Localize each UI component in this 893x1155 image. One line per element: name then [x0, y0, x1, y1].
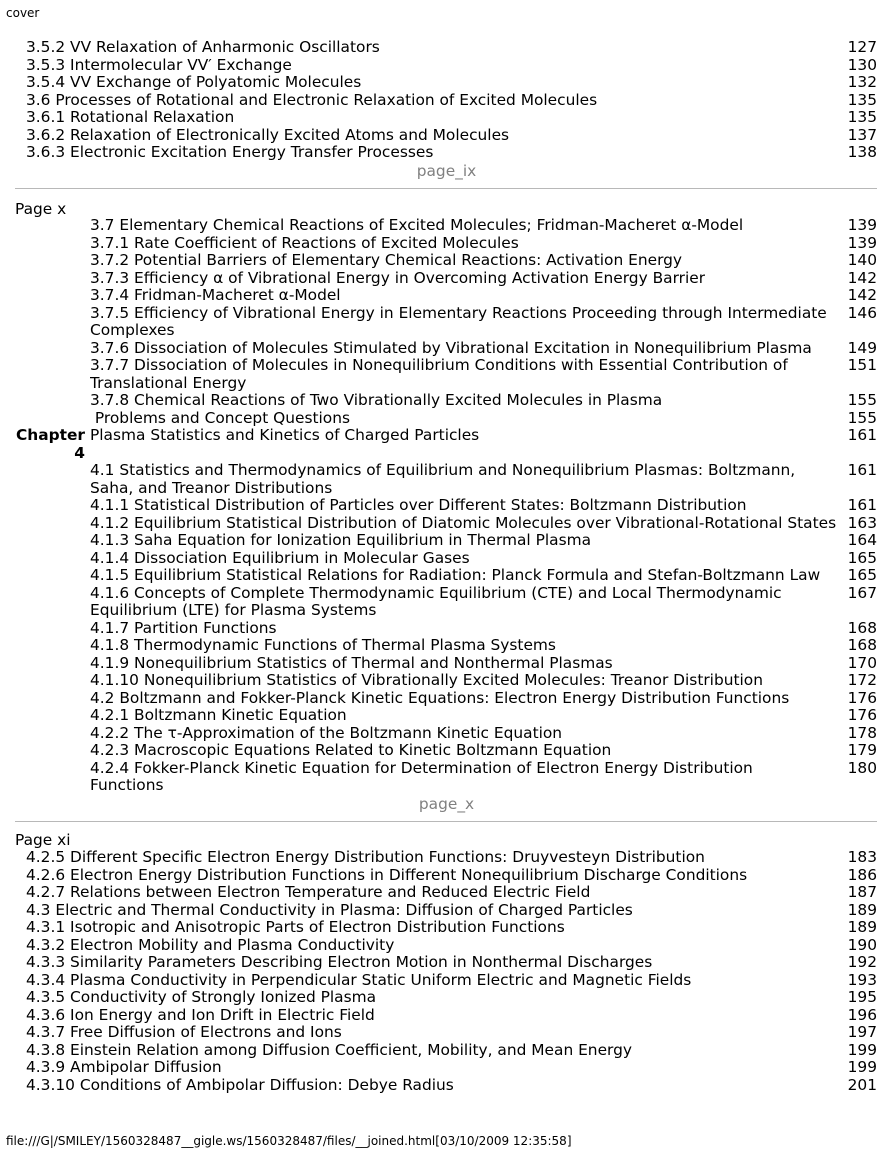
toc-entry-title: 3.7.7 Dissociation of Molecules in Nonequilibrium Conditions with Essential Contribution of Translational Energy	[90, 357, 788, 392]
toc-entry[interactable]	[26, 1007, 877, 1025]
toc-entry-page: 189	[847, 900, 877, 919]
toc-entry[interactable]	[90, 392, 877, 410]
toc-entry[interactable]	[90, 760, 877, 795]
toc-entry-page: 195	[847, 988, 877, 1006]
toc-entry[interactable]	[26, 867, 877, 885]
toc-entry-page: 140	[847, 251, 877, 269]
toc-entry-page: 187	[847, 883, 877, 901]
toc-entry-title: 3.6.1 Rotational Relaxation	[26, 109, 235, 126]
toc-page-ix	[0, 39, 893, 180]
toc-entry[interactable]	[90, 655, 877, 673]
toc-entry-title: Problems and Concept Questions	[90, 409, 350, 427]
toc-entry-title: 3.7.8 Chemical Reactions of Two Vibrationally Excited Molecules in Plasma	[90, 392, 663, 409]
toc-list-x	[90, 217, 877, 427]
toc-entry-page: 168	[847, 636, 877, 654]
toc-entry-title: 3.7 Elementary Chemical Reactions of Excited Molecules; Fridman-Macheret α-Model	[90, 217, 744, 234]
toc-entry[interactable]	[90, 235, 877, 253]
toc-entry[interactable]	[90, 620, 877, 638]
toc-entry-title: 4.3.1 Isotropic and Anisotropic Parts of Electron Distribution Functions	[26, 919, 565, 936]
toc-entry[interactable]	[90, 462, 877, 497]
toc-entry[interactable]	[26, 109, 877, 127]
toc-entry-page: 189	[847, 918, 877, 936]
toc-entry-title: 3.6.3 Electronic Excitation Energy Transfer Processes	[26, 144, 434, 161]
toc-entry[interactable]	[26, 57, 877, 75]
toc-entry-title: 3.5.4 VV Exchange of Polyatomic Molecules	[26, 74, 362, 91]
toc-entry[interactable]	[26, 1042, 877, 1060]
toc-entry-page: 135	[847, 90, 877, 109]
chapter-heading[interactable]	[15, 426, 877, 462]
toc-entry-page: 199	[847, 1040, 877, 1059]
toc-entry-page: 161	[847, 461, 877, 479]
toc-entry[interactable]	[90, 585, 877, 620]
toc-entry-page: 155	[847, 408, 877, 427]
toc-entry[interactable]	[26, 972, 877, 990]
toc-entry[interactable]	[90, 725, 877, 743]
toc-entry[interactable]	[26, 144, 877, 162]
toc-entry-title: 4.1.10 Nonequilibrium Statistics of Vibrationally Excited Molecules: Treanor Distribution	[90, 672, 763, 689]
toc-entry-title: 4.3.6 Ion Energy and Ion Drift in Electric Field	[26, 1006, 375, 1024]
toc-entry[interactable]	[90, 217, 877, 235]
toc-list-ix	[26, 39, 877, 162]
toc-entry-page: 142	[847, 268, 877, 287]
toc-entry-page: 176	[847, 688, 877, 707]
toc-entry[interactable]	[90, 567, 877, 585]
page-divider	[15, 821, 877, 822]
page-marker-x: page_x	[418, 795, 475, 813]
toc-entry-page: 186	[847, 865, 877, 884]
toc-entry[interactable]	[90, 410, 877, 428]
toc-entry-title: 4.3.4 Plasma Conductivity in Perpendicular Static Uniform Electric and Magnetic Fields	[26, 971, 692, 989]
toc-entry-title: 4.1.4 Dissociation Equilibrium in Molecular Gases	[90, 549, 470, 567]
toc-entry[interactable]	[26, 39, 877, 57]
toc-entry-page: 192	[847, 953, 877, 971]
toc-entry-title: 4.1.8 Thermodynamic Functions of Thermal Plasma Systems	[90, 637, 556, 654]
toc-entry-title: 3.6 Processes of Rotational and Electronic Relaxation of Excited Molecules	[26, 91, 598, 109]
page-label-xi: Page xi	[15, 831, 71, 849]
toc-entry-page: 127	[847, 38, 877, 56]
toc-entry-page: 149	[847, 338, 877, 357]
chapter-row	[90, 427, 877, 445]
toc-entry-title: 4.2.7 Relations between Electron Temperature and Reduced Electric Field	[26, 884, 591, 901]
toc-entry-page: 168	[847, 618, 877, 637]
toc-entry-title: 4.1.9 Nonequilibrium Statistics of Thermal and Nonthermal Plasmas	[90, 654, 613, 672]
page-marker-x-wrap	[0, 795, 893, 813]
toc-entry-title: 3.7.4 Fridman-Macheret α-Model	[90, 287, 341, 304]
toc-entry-title: 3.5.2 VV Relaxation of Anharmonic Oscillators	[26, 39, 380, 56]
toc-entry[interactable]	[90, 672, 877, 690]
toc-list-x2	[90, 462, 877, 795]
toc-entry-page: 183	[847, 848, 877, 866]
toc-entry-page: 178	[847, 723, 877, 742]
toc-entry[interactable]	[90, 497, 877, 515]
toc-entry-page: 165	[847, 566, 877, 584]
toc-page-xi	[0, 849, 893, 1094]
toc-entry[interactable]	[26, 127, 877, 145]
toc-entry-page: 167	[847, 583, 877, 602]
toc-entry-page: 142	[847, 286, 877, 304]
toc-list-xi	[26, 849, 877, 1094]
toc-entry-title: 4.1 Statistics and Thermodynamics of Equilibrium and Nonequilibrium Plasmas: Boltzmann, Saha, and Treanor Distributions	[90, 462, 796, 497]
toc-entry-title: 3.5.3 Intermolecular VV′ Exchange	[26, 56, 292, 74]
toc-entry[interactable]	[90, 340, 877, 358]
page-label-x: Page x	[15, 200, 67, 218]
toc-entry[interactable]	[90, 305, 877, 340]
toc-entry-title: 4.2.5 Different Specific Electron Energy Distribution Functions: Druyvesteyn Distribution	[26, 849, 705, 866]
toc-entry[interactable]	[90, 637, 877, 655]
toc-entry[interactable]	[26, 954, 877, 972]
toc-entry-page: 197	[847, 1023, 877, 1041]
toc-entry-page: 132	[847, 73, 877, 91]
toc-entry-page: 164	[847, 531, 877, 549]
toc-entry-title: 4.2.2 The τ-Approximation of the Boltzmann Kinetic Equation	[90, 724, 563, 742]
toc-entry-title: 3.7.2 Potential Barriers of Elementary Chemical Reactions: Activation Energy	[90, 252, 682, 269]
toc-entry-title: 4.1.3 Saha Equation for Ionization Equilibrium in Thermal Plasma	[90, 532, 592, 549]
toc-entry-title: 4.1.2 Equilibrium Statistical Distribution of Diatomic Molecules over Vibrational-Rotational States	[90, 514, 837, 532]
toc-entry[interactable]	[26, 1059, 877, 1077]
toc-entry-page: 146	[847, 303, 877, 322]
toc-entry[interactable]	[26, 1024, 877, 1042]
cover-label: cover	[6, 6, 40, 20]
toc-entry[interactable]	[90, 515, 877, 533]
toc-entry-title: 4.3 Electric and Thermal Conductivity in Plasma: Diffusion of Charged Particles	[26, 901, 633, 919]
toc-entry-page: 196	[847, 1005, 877, 1024]
toc-entry-page: 190	[847, 935, 877, 954]
toc-entry-page: 201	[847, 1075, 877, 1094]
toc-entry[interactable]	[90, 550, 877, 568]
toc-entry[interactable]	[26, 92, 877, 110]
toc-entry-title: 4.2.6 Electron Energy Distribution Functions in Different Nonequilibrium Discharge Conditions	[26, 866, 748, 884]
toc-entry-page: 130	[847, 55, 877, 74]
chapter-title: Plasma Statistics and Kinetics of Charged Particles	[90, 427, 480, 444]
toc-entry-title: 3.7.5 Efficiency of Vibrational Energy in Elementary Reactions Proceeding through Intermediate Complexes	[90, 304, 827, 339]
toc-page-x	[0, 217, 893, 427]
page-divider	[15, 188, 877, 189]
page-marker-ix: page_ix	[416, 161, 477, 180]
toc-entry-page: 179	[847, 741, 877, 759]
toc-entry-title: 4.2.4 Fokker-Planck Kinetic Equation for Determination of Electron Energy Distribution Functions	[90, 759, 753, 794]
toc-entry[interactable]	[90, 287, 877, 305]
toc-entry-page: 138	[847, 143, 877, 161]
toc-entry-page: 170	[847, 653, 877, 672]
toc-entry-page: 161	[847, 496, 877, 514]
toc-entry-title: 4.3.7 Free Diffusion of Electrons and Ions	[26, 1024, 342, 1041]
toc-entry[interactable]	[26, 1077, 877, 1095]
toc-entry-page: 139	[847, 233, 877, 252]
toc-entry-page: 137	[847, 125, 877, 144]
toc-entry-page: 199	[847, 1058, 877, 1076]
toc-entry[interactable]	[90, 357, 877, 392]
toc-entry-title: 4.2.1 Boltzmann Kinetic Equation	[90, 707, 347, 724]
toc-entry-title: 3.7.6 Dissociation of Molecules Stimulated by Vibrational Excitation in Nonequilibrium Plasma	[90, 339, 812, 357]
toc-entry-page: 163	[847, 513, 877, 532]
toc-entry-title: 4.3.5 Conductivity of Strongly Ionized Plasma	[26, 989, 377, 1006]
chapter-label: Chapter 4	[15, 426, 85, 462]
toc-entry[interactable]	[26, 919, 877, 937]
toc-entry-title: 3.6.2 Relaxation of Electronically Excited Atoms and Molecules	[26, 126, 510, 144]
toc-entry-page: 165	[847, 548, 877, 567]
toc-entry-title: 4.2.3 Macroscopic Equations Related to Kinetic Boltzmann Equation	[90, 742, 612, 759]
toc-entry[interactable]	[26, 74, 877, 92]
toc-entry[interactable]	[90, 532, 877, 550]
toc-entry-title: 4.3.10 Conditions of Ambipolar Diffusion: Debye Radius	[26, 1076, 454, 1094]
toc-entry[interactable]	[26, 884, 877, 902]
toc-entry[interactable]	[26, 937, 877, 955]
toc-chapter-4	[0, 462, 893, 795]
toc-entry-page: 180	[847, 758, 877, 777]
toc-entry-page: 193	[847, 970, 877, 989]
toc-entry-title: 4.1.1 Statistical Distribution of Particles over Different States: Boltzmann Distribution	[90, 497, 747, 514]
toc-entry-page: 151	[847, 356, 877, 374]
toc-entry[interactable]	[26, 849, 877, 867]
chapter-page: 161	[847, 426, 877, 444]
toc-entry-title: 3.7.1 Rate Coefficient of Reactions of Excited Molecules	[90, 234, 519, 252]
toc-entry-title: 3.7.3 Efficiency α of Vibrational Energy in Overcoming Activation Energy Barrier	[90, 269, 706, 287]
toc-entry-title: 4.3.2 Electron Mobility and Plasma Conductivity	[26, 936, 395, 954]
toc-entry-page: 135	[847, 108, 877, 126]
toc-entry-title: 4.1.5 Equilibrium Statistical Relations for Radiation: Planck Formula and Stefan-Boltzmann Law	[90, 567, 821, 584]
toc-entry[interactable]	[26, 989, 877, 1007]
toc-entry-title: 4.2 Boltzmann and Fokker-Planck Kinetic Equations: Electron Energy Distribution Functions	[90, 689, 790, 707]
toc-entry-title: 4.3.9 Ambipolar Diffusion	[26, 1059, 222, 1076]
toc-entry-title: 4.1.7 Partition Functions	[90, 619, 277, 637]
toc-entry[interactable]	[90, 707, 877, 725]
toc-entry[interactable]	[90, 690, 877, 708]
toc-entry-title: 4.1.6 Concepts of Complete Thermodynamic Equilibrium (CTE) and Local Thermodynamic Equilibrium (LTE) for Plasma Systems	[90, 584, 782, 619]
toc-entry-page: 172	[847, 671, 877, 689]
toc-entry-title: 4.3.3 Similarity Parameters Describing Electron Motion in Nonthermal Discharges	[26, 954, 653, 971]
toc-entry-title: 4.3.8 Einstein Relation among Diffusion Coefficient, Mobility, and Mean Energy	[26, 1041, 632, 1059]
toc-entry[interactable]	[90, 742, 877, 760]
toc-entry-page: 176	[847, 706, 877, 724]
toc-entry[interactable]	[90, 252, 877, 270]
toc-entry[interactable]	[90, 270, 877, 288]
toc-entry-page: 155	[847, 391, 877, 409]
toc-entry[interactable]	[26, 902, 877, 920]
file-path-footer: file:///G|/SMILEY/1560328487__gigle.ws/1560328487/files/__joined.html[03/10/2009 12:35:58]	[6, 1134, 572, 1148]
toc-entry-page: 139	[847, 216, 877, 234]
